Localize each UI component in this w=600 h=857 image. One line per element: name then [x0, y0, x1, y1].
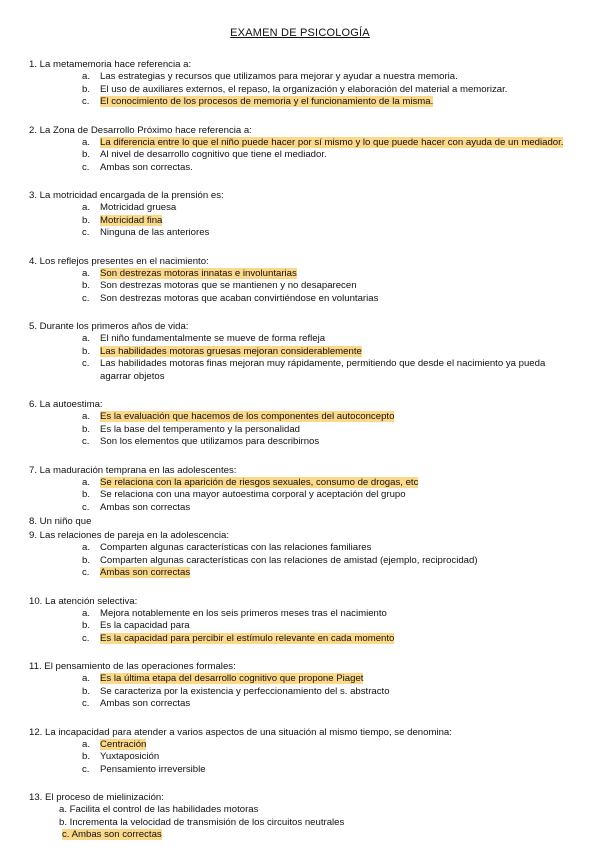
option-text	[100, 96, 577, 109]
option-label: El niño fundamentalmente se mueve de forma refleja	[100, 333, 326, 344]
option-b	[82, 215, 577, 228]
option-c	[82, 358, 577, 383]
option-label: Son los elementos que utilizamos para describirnos	[100, 436, 320, 447]
option-b	[82, 346, 577, 359]
option-text	[100, 673, 577, 686]
highlighted-answer: Las habilidades motoras gruesas mejoran considerablemente	[100, 345, 362, 357]
question-text: 7. La maduración temprana en las adolescentes:	[29, 464, 237, 476]
option-letter: a.	[82, 267, 91, 279]
option-a	[82, 477, 577, 490]
option-label: Son destrezas motoras que acaban convirtiéndose en voluntarias	[100, 292, 379, 304]
option-b	[82, 84, 577, 97]
option-label: Ambas son correctas.	[100, 161, 193, 173]
option-letter: a.	[82, 333, 91, 344]
option-text	[100, 71, 577, 84]
question-7	[29, 464, 577, 515]
option-a	[59, 804, 577, 817]
option-label: Yuxtaposición	[100, 751, 160, 762]
option-c	[82, 96, 577, 109]
option-text	[100, 620, 577, 633]
option-text	[59, 804, 577, 817]
option-a	[82, 739, 577, 752]
option-text	[100, 633, 577, 646]
option-letter: a.	[82, 136, 91, 148]
option-label: Es la base del temperamento y la personalidad	[100, 423, 300, 435]
option-letter: a.	[82, 738, 91, 750]
option-letter: a.	[82, 202, 91, 213]
option-letter: a.	[82, 542, 91, 553]
option-b	[82, 280, 577, 293]
question-list	[29, 58, 577, 857]
option-letter: b.	[82, 751, 91, 762]
option-text	[100, 411, 577, 424]
option-letter: b.	[82, 489, 91, 500]
option-text	[100, 346, 577, 359]
option-c	[82, 633, 577, 646]
question-text: 12. La incapacidad para atender a varios aspectos de una situación al mismo tiempo, se denomina:	[29, 726, 452, 738]
question-text: 10. La atención selectiva:	[29, 595, 138, 607]
option-letter: c.	[82, 436, 90, 447]
question-4	[29, 255, 577, 306]
highlighted-answer: El conocimiento de los procesos de memoria y el funcionamiento de la misma.	[100, 96, 434, 107]
option-a	[82, 268, 577, 281]
option-letter: b.	[82, 620, 91, 631]
option-label: Pensamiento irreversible	[100, 763, 206, 775]
option-a	[82, 137, 577, 150]
option-text	[100, 555, 577, 568]
question-text: 1. La metamemoria hace referencia a:	[29, 59, 192, 70]
question-text: 3. La motricidad encargada de la prensión es:	[29, 190, 224, 201]
option-text	[100, 268, 577, 281]
option-c	[82, 502, 577, 515]
exam-title: EXAMEN DE PSICOLOGÍA	[230, 27, 370, 39]
option-text	[100, 542, 577, 555]
option-label: Son destrezas motoras que se mantienen y no desaparecen	[100, 280, 357, 291]
option-text	[100, 751, 577, 764]
option-text	[100, 477, 577, 490]
option-text	[100, 358, 577, 383]
question-text: 9. Las relaciones de pareja en la adolescencia:	[29, 530, 230, 541]
option-text	[100, 567, 577, 580]
option-c	[62, 829, 577, 842]
option-letter: a.	[82, 411, 91, 422]
question-8	[29, 515, 577, 528]
option-b	[82, 555, 577, 568]
question-13	[29, 791, 577, 842]
option-text	[100, 137, 577, 150]
option-letter: a.	[82, 71, 91, 82]
option-a	[82, 673, 577, 686]
option-label: Las estrategias y recursos que utilizamos para mejorar y ayudar a nuestra memoria.	[100, 71, 458, 82]
option-c	[82, 764, 577, 777]
option-text	[100, 333, 577, 346]
option-letter: b.	[82, 685, 91, 697]
option-text	[100, 436, 577, 449]
option-label: Se relaciona con una mayor autoestima corporal y aceptación del grupo	[100, 489, 406, 500]
question-6	[29, 398, 577, 449]
option-letter: c.	[82, 501, 90, 513]
option-text	[100, 502, 577, 515]
option-text	[100, 215, 577, 228]
question-1	[29, 58, 577, 109]
option-a	[82, 333, 577, 346]
highlighted-answer: Ambas son correctas	[100, 567, 191, 578]
option-c	[82, 436, 577, 449]
question-5	[29, 320, 577, 383]
option-text	[100, 698, 577, 711]
option-a	[82, 71, 577, 84]
option-c	[82, 293, 577, 306]
option-label: Se caracteriza por la existencia y perfeccionamiento del s. abstracto	[100, 685, 390, 697]
option-letter: c.	[82, 161, 90, 173]
question-11	[29, 660, 577, 711]
option-text	[100, 739, 577, 752]
option-label: Es la capacidad para	[100, 620, 190, 631]
option-letter: c.	[82, 632, 90, 644]
question-9	[29, 529, 577, 580]
option-a	[82, 542, 577, 555]
highlighted-answer: Motricidad fina	[100, 214, 163, 226]
option-letter: b.	[82, 280, 91, 291]
highlighted-answer: Es la capacidad para percibir el estímulo relevante en cada momento	[100, 632, 395, 644]
question-2	[29, 124, 577, 175]
question-text: 11. El pensamiento de las operaciones formales:	[29, 661, 236, 672]
option-a	[82, 608, 577, 621]
option-c	[82, 698, 577, 711]
highlighted-answer: La diferencia entre lo que el niño puede hacer por sí mismo y lo que puede hacer con ayuda de un mediador.	[100, 136, 564, 148]
highlighted-answer: Se relaciona con la aparición de riesgos sexuales, consumo de drogas, etc	[100, 476, 419, 488]
option-label: Motricidad gruesa	[100, 202, 177, 213]
option-letter: b.	[82, 345, 91, 357]
option-label: Comparten algunas características con las relaciones familiares	[100, 542, 372, 553]
option-a	[82, 202, 577, 215]
option-letter: c.	[82, 698, 90, 709]
option-label: Ambas son correctas	[100, 501, 191, 513]
question-text: 4. Los reflejos presentes en el nacimiento:	[29, 255, 209, 267]
question-3	[29, 189, 577, 240]
option-label: Mejora notablemente en los seis primeros meses tras el nacimiento	[100, 607, 387, 619]
option-text	[100, 489, 577, 502]
option-label: Ninguna de las anteriores	[100, 227, 210, 238]
option-text	[100, 608, 577, 621]
highlighted-answer: Es la última etapa del desarrollo cognitivo que propone Piaget	[100, 673, 364, 684]
option-letter: b.	[82, 214, 91, 226]
question-10	[29, 595, 577, 646]
option-letter: a.	[82, 607, 91, 619]
option-text	[100, 202, 577, 215]
option-b	[82, 149, 577, 162]
option-b	[82, 686, 577, 699]
option-text	[100, 424, 577, 437]
highlighted-answer: c. Ambas son correctas	[62, 829, 162, 840]
option-letter: b.	[82, 83, 91, 95]
option-letter: c.	[82, 567, 90, 578]
option-letter: b.	[82, 423, 91, 435]
option-letter: c.	[82, 358, 90, 369]
option-text	[62, 829, 577, 842]
highlighted-answer: Es la evaluación que hacemos de los componentes del autoconcepto	[100, 411, 395, 422]
highlighted-answer: Son destrezas motoras innatas e involuntarias	[100, 267, 297, 279]
option-letter: b.	[82, 149, 91, 160]
option-text	[100, 149, 577, 162]
option-label: b. Incrementa la velocidad de transmisión de los circuitos neutrales	[59, 816, 345, 828]
option-label: Ambas son correctas	[100, 698, 191, 709]
option-text	[100, 293, 577, 306]
option-letter: c.	[82, 227, 90, 238]
option-text	[100, 764, 577, 777]
option-c	[82, 567, 577, 580]
question-12	[29, 726, 577, 777]
option-c	[82, 227, 577, 240]
option-b	[82, 751, 577, 764]
option-text	[100, 84, 577, 97]
option-letter: c.	[82, 763, 90, 775]
option-label: El uso de auxiliares externos, el repaso, la organización y elaboración del material a memorizar.	[100, 83, 508, 95]
question-text: 2. La Zona de Desarrollo Próximo hace referencia a:	[29, 124, 252, 136]
option-label: a. Facilita el control de las habilidades motoras	[59, 804, 259, 815]
option-letter: a.	[82, 476, 91, 488]
question-text: 5. Durante los primeros años de vida:	[29, 321, 189, 332]
option-b	[82, 489, 577, 502]
question-text: 13. El proceso de mielinización:	[29, 792, 164, 803]
option-letter: b.	[82, 554, 91, 566]
option-label: Las habilidades motoras finas mejoran muy rápidamente, permitiendo que desde el nacimiento ya pueda agarrar objetos	[100, 358, 546, 382]
option-a	[82, 411, 577, 424]
option-c	[82, 162, 577, 175]
question-text: 8. Un niño que	[29, 516, 92, 527]
option-label: Al nivel de desarrollo cognitivo que tiene el mediador.	[100, 149, 327, 160]
option-text	[100, 162, 577, 175]
option-b	[59, 817, 577, 830]
option-label: Comparten algunas características con las relaciones de amistad (ejemplo, reciprocidad)	[100, 554, 478, 566]
option-letter: c.	[82, 292, 90, 304]
option-letter: a.	[82, 673, 91, 684]
highlighted-answer: Centración	[100, 738, 147, 750]
option-b	[82, 424, 577, 437]
option-text	[100, 686, 577, 699]
option-text	[59, 817, 577, 830]
option-text	[100, 280, 577, 293]
option-b	[82, 620, 577, 633]
question-text: 6. La autoestima:	[29, 399, 103, 410]
option-text	[100, 227, 577, 240]
option-letter: c.	[82, 96, 90, 107]
